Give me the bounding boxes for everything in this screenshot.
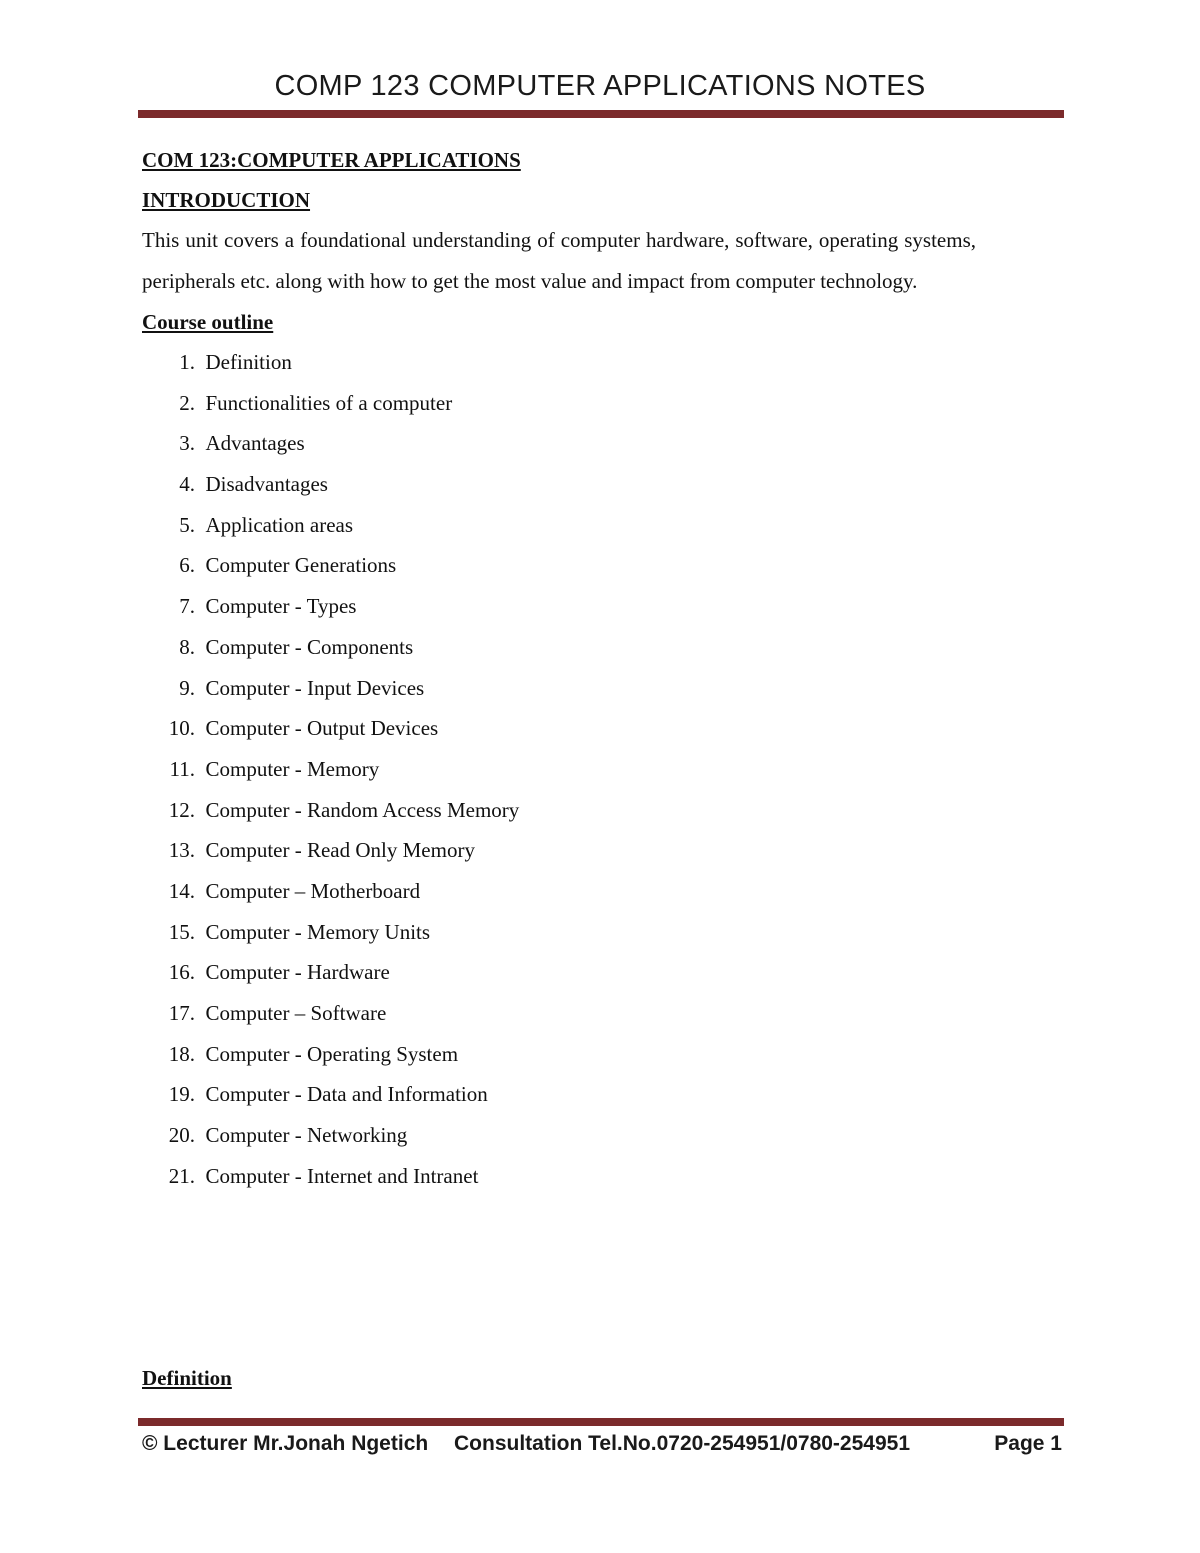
outline-item [142,790,976,831]
outline-item [142,952,976,993]
definition-heading: Definition [142,1366,232,1390]
outline-item-text: Functionalities of a computer [205,390,453,415]
outline-item [142,993,976,1034]
outline-item [142,383,976,424]
course-outline-heading: Course outline [142,310,274,334]
footer-consultation: Consultation Tel.No.0720-254951/0780-254951 [454,1432,911,1455]
outline-item-text: Advantages [205,431,305,456]
outline-item-text: Computer - Read Only Memory [205,838,475,863]
outline-item [142,545,976,586]
outline-item-number: 20. [168,1123,195,1148]
outline-item [142,586,976,627]
page-footer [142,1426,1062,1462]
outline-item-text: Computer Generations [205,553,397,578]
outline-item-text: Computer – Motherboard [205,878,421,903]
outline-item [142,708,976,749]
outline-item [142,342,976,383]
footer-rule [138,1418,1064,1426]
outline-item-text: Computer - Networking [205,1123,408,1148]
document-body [142,140,976,1196]
outline-item [142,749,976,790]
outline-item [142,423,976,464]
footer-lecturer: © Lecturer Mr.Jonah Ngetich [142,1432,429,1455]
outline-item-text: Computer - Input Devices [205,675,425,700]
outline-item-text: Computer - Hardware [205,960,390,985]
outline-item-number: 15. [168,919,195,944]
outline-item-number: 14. [168,878,195,903]
outline-item-text: Computer - Memory [205,756,380,781]
outline-item-number: 18. [168,1041,195,1066]
outline-item-number: 7. [179,594,195,619]
outline-item-number: 9. [179,675,195,700]
outline-item-number: 21. [168,1163,195,1188]
course-heading: COM 123:COMPUTER APPLICATIONS [142,148,521,172]
outline-item-number: 6. [179,553,195,578]
outline-item [142,668,976,709]
outline-item [142,1074,976,1115]
course-outline-list [142,342,976,1196]
outline-item-number: 11. [169,756,195,781]
outline-item [142,505,976,546]
outline-item-text: Computer - Data and Information [205,1082,488,1107]
outline-item-number: 1. [179,350,195,374]
outline-item-number: 10. [168,716,195,741]
outline-item-text: Computer - Memory Units [205,919,431,944]
outline-item-number: 2. [179,390,195,415]
outline-item [142,912,976,953]
footer-page-number: Page 1 [994,1432,1062,1455]
outline-item [142,1034,976,1075]
outline-item-text: Definition [205,350,292,374]
header-rule [138,110,1064,118]
outline-item-number: 17. [168,1001,195,1025]
outline-item [142,627,976,668]
outline-item-number: 8. [179,634,195,659]
outline-item-number: 5. [179,512,195,537]
outline-item-number: 13. [168,838,195,863]
outline-item-text: Disadvantages [205,472,328,497]
introduction-text: This unit covers a foundational understanding of computer hardware, software, operating systems, peripherals etc. along with how to get the most value and impact from computer technology. [142,228,976,293]
outline-item [142,1156,976,1197]
outline-item-text: Application areas [205,512,354,537]
introduction-heading: INTRODUCTION [142,188,311,212]
outline-item-number: 16. [168,960,195,985]
outline-item [142,871,976,912]
outline-item-text: Computer - Operating System [205,1041,459,1066]
outline-item-number: 12. [168,797,195,822]
outline-item-number: 3. [179,431,195,456]
outline-item [142,1115,976,1156]
outline-item [142,464,976,505]
outline-item-text: Computer – Software [205,1001,387,1025]
outline-item-text: Computer - Output Devices [205,716,439,741]
outline-item-text: Computer - Internet and Intranet [205,1163,479,1188]
outline-item-text: Computer - Types [205,594,357,619]
outline-item-number: 4. [179,472,195,497]
outline-item-number: 19. [168,1082,195,1107]
outline-item [142,830,976,871]
page-header-title: COMP 123 COMPUTER APPLICATIONS NOTES [274,70,926,102]
outline-item-text: Computer - Random Access Memory [205,797,520,822]
outline-item-text: Computer - Components [205,634,414,659]
